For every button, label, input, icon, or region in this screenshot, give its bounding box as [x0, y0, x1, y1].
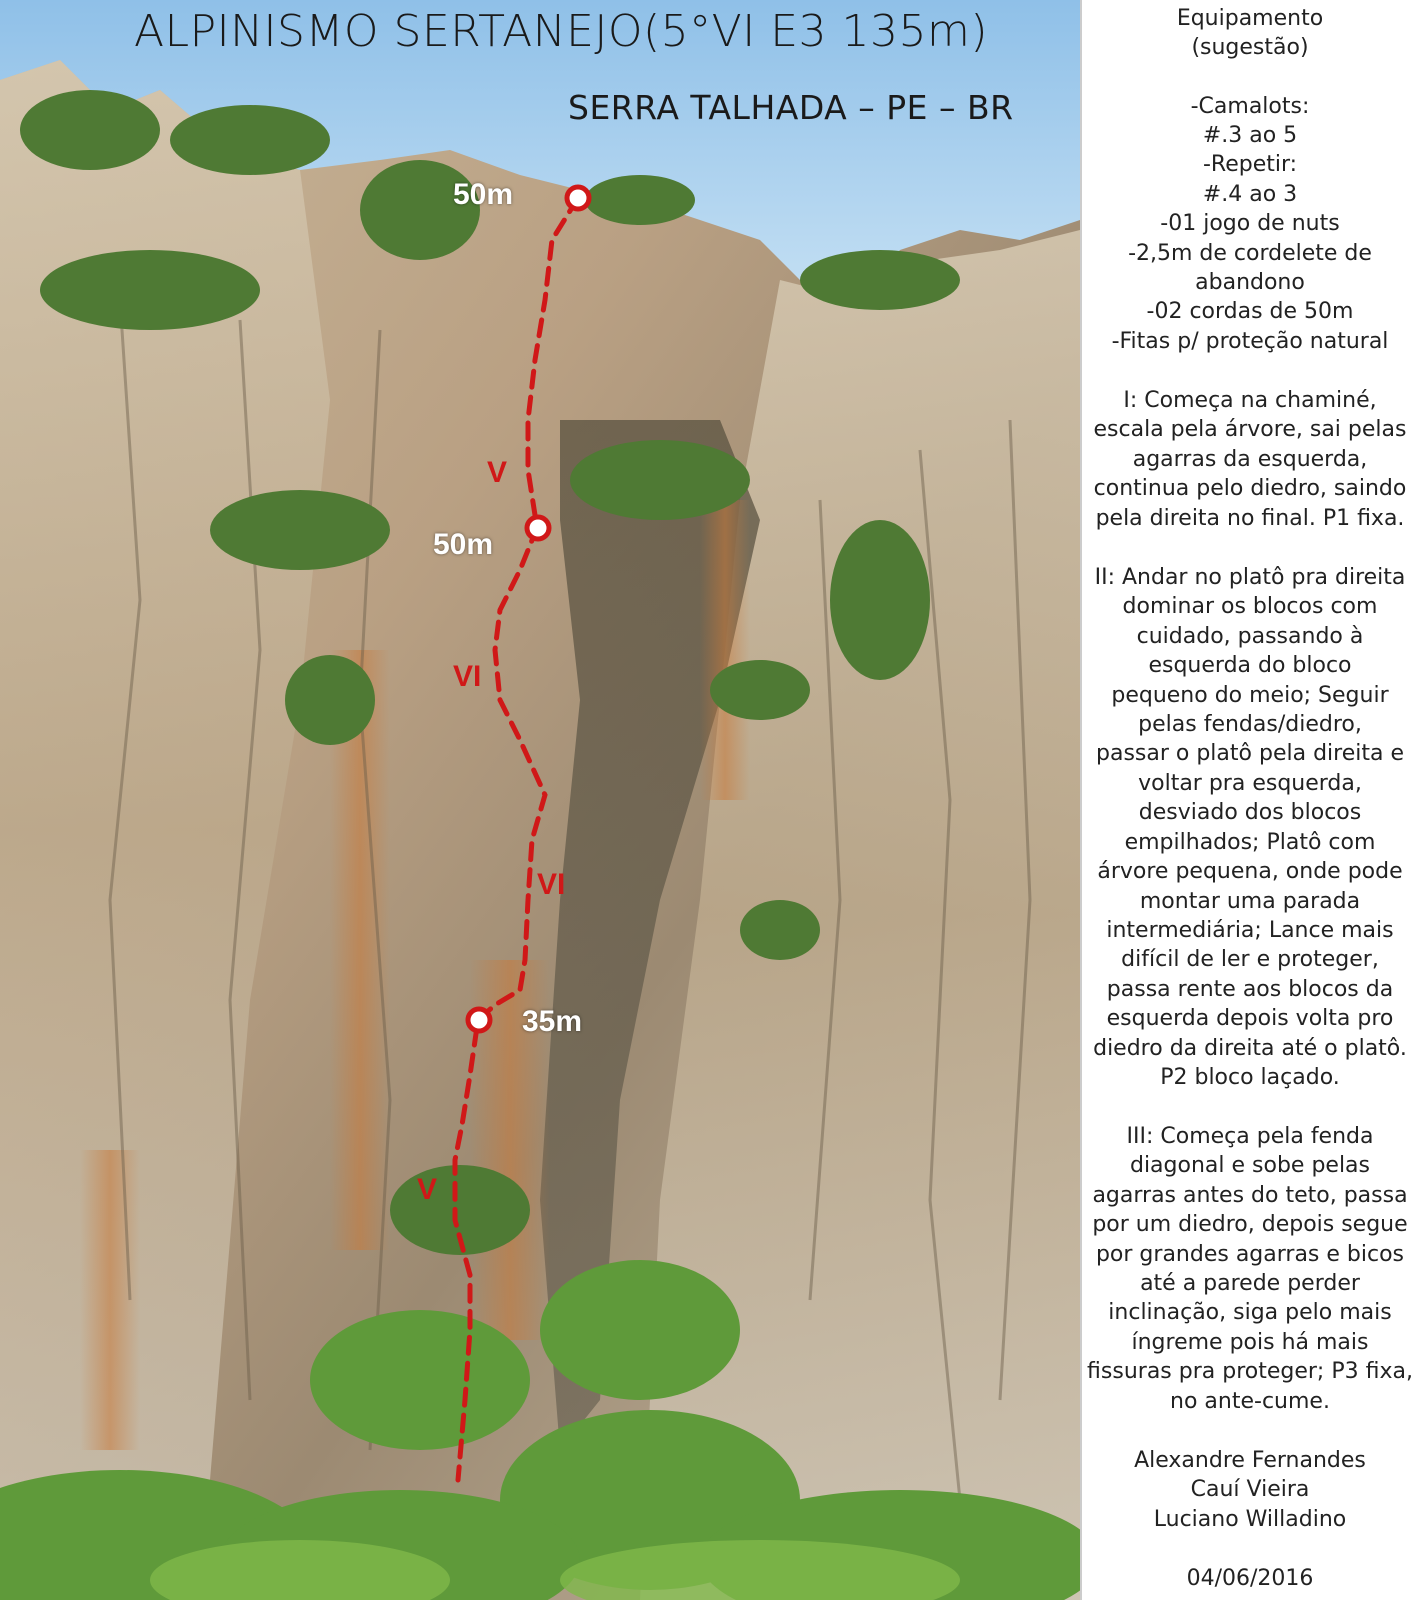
pitch2-line: passa rente aos blocos da — [1106, 977, 1394, 1002]
author-name: Cauí Vieira — [1190, 1477, 1310, 1502]
pitch2-line: cuidado, passando à — [1136, 624, 1364, 649]
pitch3-line: inclinação, siga pelo mais — [1108, 1300, 1392, 1325]
pitch3-line: por um diedro, depois segue — [1092, 1212, 1408, 1237]
pitch3-line: por grandes agarras e bicos — [1095, 1242, 1405, 1267]
route-line — [455, 198, 578, 1480]
pitch3-line: até a parede perder — [1140, 1271, 1360, 1296]
equipment-line: -02 cordas de 50m — [1146, 299, 1354, 324]
pitch1-line: I: Começa na chaminé, — [1123, 388, 1377, 413]
location-subtitle: SERRA TALHADA – PE – BR — [568, 88, 1014, 127]
pitch2-line: empilhados; Platô com — [1124, 830, 1376, 855]
equipment-line: -2,5m de cordelete de — [1128, 241, 1372, 266]
pitch3-line: III: Começa pela fenda — [1126, 1124, 1374, 1149]
pitch2-line: montar uma parada — [1139, 889, 1361, 914]
pitch2-line: diedro da direita até o platô. — [1093, 1036, 1407, 1061]
equipment-heading-note: (sugestão) — [1191, 35, 1309, 60]
pitch1-line: escala pela árvore, sai pelas — [1093, 417, 1407, 442]
equipment-line: -01 jogo de nuts — [1160, 211, 1340, 236]
pitch2-line: dominar os blocos com — [1122, 594, 1378, 619]
equipment-line: #.4 ao 3 — [1202, 182, 1298, 207]
route-date: 04/06/2016 — [1186, 1566, 1314, 1591]
equipment-line: #.3 ao 5 — [1202, 123, 1298, 148]
pitch-length-label: 50m — [433, 528, 494, 561]
pitch3-line: diagonal e sobe pelas — [1129, 1153, 1370, 1178]
grade-label: VI — [453, 660, 482, 693]
grade-label: V — [417, 1173, 438, 1206]
pitch2-line: intermediária; Lance mais — [1106, 918, 1394, 943]
grade-label: VI — [537, 868, 566, 901]
author-name: Alexandre Fernandes — [1134, 1448, 1366, 1473]
pitch2-line: passar o platô pela direita e — [1096, 741, 1404, 766]
info-panel — [1080, 0, 1418, 1600]
belay-station-p2 — [527, 517, 549, 539]
pitch1-line: pela direita no final. P1 fixa. — [1095, 506, 1405, 531]
grade-label: V — [487, 456, 508, 489]
equipment-line: abandono — [1195, 270, 1305, 295]
pitch2-line: esquerda do bloco — [1148, 653, 1352, 678]
pitch2-line: árvore pequena, onde pode — [1097, 859, 1403, 884]
pitch2-line: voltar pra esquerda, — [1138, 771, 1362, 796]
pitch3-line: fissuras pra proteger; P3 fixa, — [1087, 1359, 1413, 1384]
pitch2-line: desviado dos blocos — [1138, 800, 1362, 825]
belay-station-p1 — [468, 1009, 490, 1031]
pitch1-line: continua pelo diedro, saindo — [1093, 476, 1407, 501]
pitch2-line: pequeno do meio; Seguir — [1111, 683, 1389, 708]
pitch-length-label: 50m — [453, 178, 514, 211]
equipment-heading: Equipamento — [1176, 6, 1324, 31]
pitch3-line: no ante-cume. — [1170, 1389, 1330, 1414]
route-title: ALPINISMO SERTANEJO(5°VI E3 135m) — [134, 6, 989, 57]
belay-station-top — [567, 187, 589, 209]
pitch2-line: difícil de ler e proteger, — [1121, 947, 1379, 972]
author-name: Luciano Willadino — [1153, 1507, 1347, 1532]
pitch2-line: pelas fendas/diedro, — [1138, 712, 1362, 737]
pitch-length-label: 35m — [522, 1005, 583, 1038]
pitch3-line: íngreme pois há mais — [1131, 1330, 1369, 1355]
pitch1-line: agarras da esquerda, — [1132, 447, 1368, 472]
pitch2-line: esquerda depois volta pro — [1106, 1006, 1394, 1031]
equipment-line: -Repetir: — [1202, 152, 1298, 177]
equipment-line: -Camalots: — [1190, 94, 1310, 119]
equipment-line: -Fitas p/ proteção natural — [1111, 329, 1389, 354]
pitch2-line: P2 bloco laçado. — [1160, 1065, 1340, 1090]
pitch2-line: II: Andar no platô pra direita — [1094, 565, 1406, 590]
pitch3-line: agarras antes do teto, passa — [1092, 1183, 1408, 1208]
